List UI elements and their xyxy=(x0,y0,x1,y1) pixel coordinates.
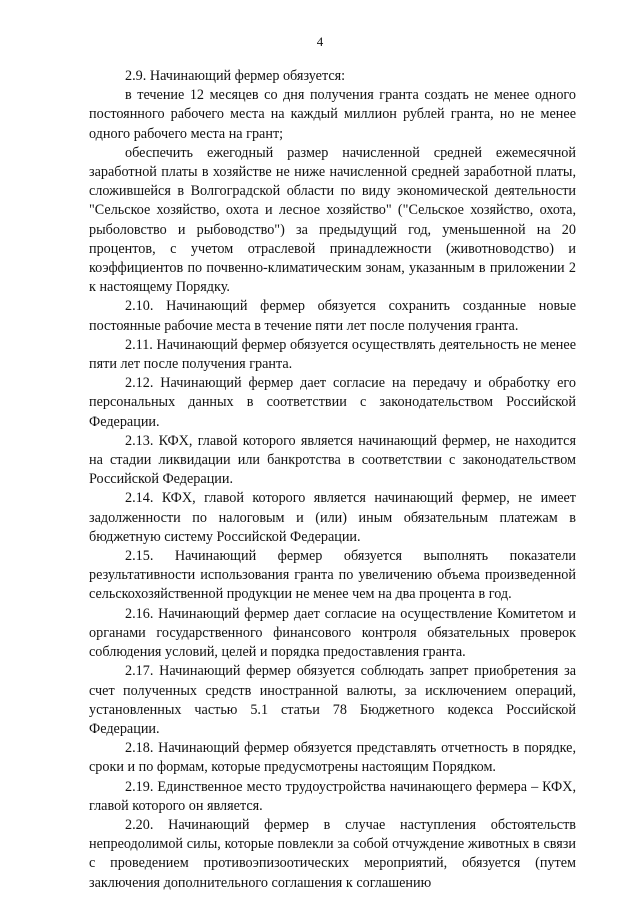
paragraph-2-18: 2.18. Начинающий фермер обязуется представлять отчетность в порядке, сроки и по формам, которые предусмотрены настоящим Порядком. xyxy=(89,740,576,776)
paragraph-2-15: 2.15. Начинающий фермер обязуется выполнять показатели результативности использования гранта по увеличению объема произведенной сельскохозяйственной продукции не менее чем на два процента в год. xyxy=(89,548,576,603)
page-number: 4 xyxy=(316,34,324,49)
paragraph-2-9-salary: обеспечить ежегодный размер начисленной средней ежемесячной заработной платы в хозяйстве не ниже начисленной средней заработной платы, сложившейся в Волгоградской области по виду экономической деятельности "Сельское хозяйство, охота и лесное хозяйство" ("Сельское хозяйство, охота, рыболовство и рыбоводство") за предыдущий год, уменьшенной на 20 процентов, с учетом отраслевой принадлежности (животноводство) и коэффициентов по почвенно-климатическим зонам, указанным в приложении 2 к настоящему Порядку. xyxy=(89,144,576,296)
paragraph-2-16: 2.16. Начинающий фермер дает согласие на осуществление Комитетом и органами государственного финансового контроля обязательных проверок соблюдения условий, целей и порядка предоставления гранта. xyxy=(89,605,576,661)
document-body xyxy=(89,67,576,893)
paragraph-2-17: 2.17. Начинающий фермер обязуется соблюдать запрет приобретения за счет полученных средств иностранной валюты, за исключением операций, установленных частью 5.1 статьи 78 Бюджетного кодекса Российской Федерации. xyxy=(89,663,576,737)
paragraph-2-10: 2.10. Начинающий фермер обязуется сохранить созданные новые постоянные рабочие места в течение пяти лет после получения гранта. xyxy=(89,298,576,334)
paragraph-2-20: 2.20. Начинающий фермер в случае наступления обстоятельств непреодолимой силы, которые повлекли за собой отчуждение животных в связи с проведением противоэпизоотических мероприятий, обязуется (путем заключения дополнительного соглашения к соглашению xyxy=(89,816,576,891)
paragraph-2-13: 2.13. КФХ, главой которого является начинающий фермер, не находится на стадии ликвидации или банкротства в соответствии с законодательством Российской Федерации. xyxy=(89,432,576,488)
paragraph-2-11: 2.11. Начинающий фермер обязуется осуществлять деятельность не менее пяти лет после получения гранта. xyxy=(89,336,576,373)
paragraph-2-9-jobs: в течение 12 месяцев со дня получения гранта создать не менее одного постоянного рабочего места на каждый миллион рублей гранта, но не менее одного рабочего места на грант; xyxy=(89,87,576,142)
paragraph-2-19: 2.19. Единственное место трудоустройства начинающего фермера – КФХ, главой которого он является. xyxy=(89,778,576,814)
paragraph-2-14: 2.14. КФХ, главой которого является начинающий фермер, не имеет задолженности по налоговым и (или) иным обязательным платежам в бюджетную систему Российской Федерации. xyxy=(89,490,576,545)
paragraph-2-12: 2.12. Начинающий фермер дает согласие на передачу и обработку его персональных данных в соответствии с законодательством Российской Федерации. xyxy=(89,375,576,430)
paragraph-2-9-heading: 2.9. Начинающий фермер обязуется: xyxy=(125,68,346,84)
